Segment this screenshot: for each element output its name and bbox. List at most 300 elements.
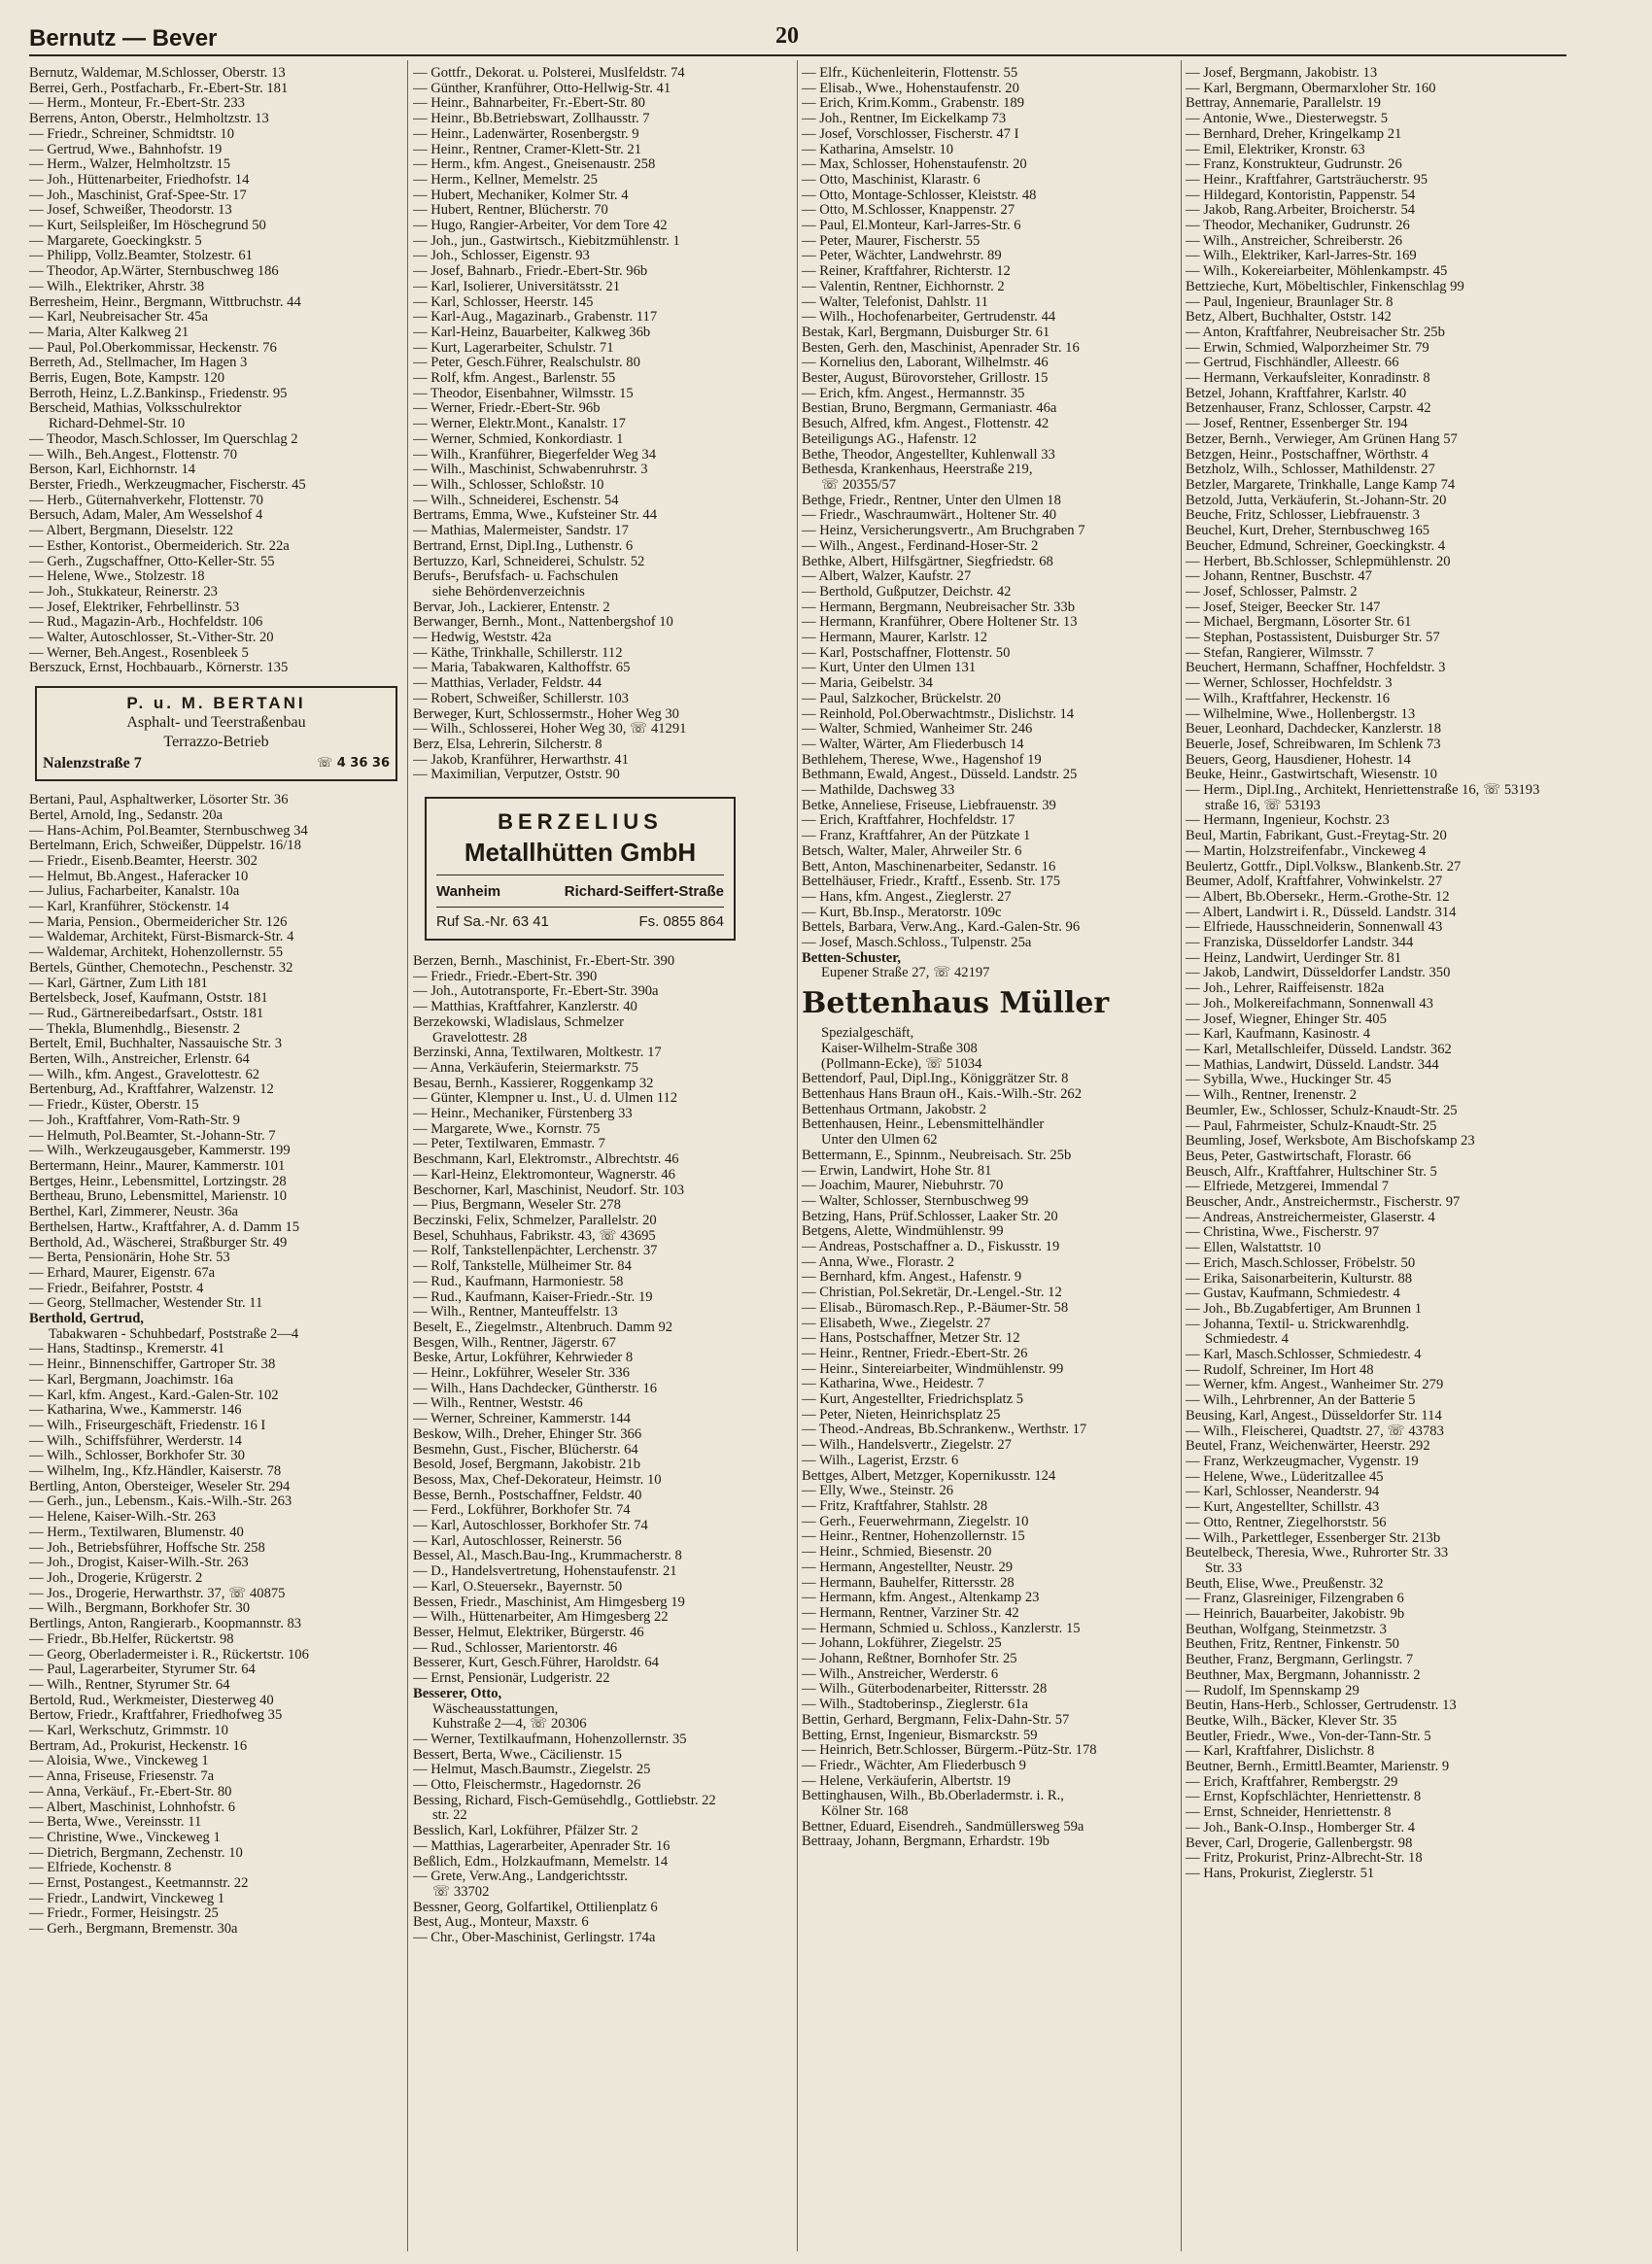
- directory-entry: Berroth, Heinz, L.Z.Bankinsp., Friedenstr. 95: [29, 385, 288, 401]
- directory-entry: — Erich, Kraftfahrer, Rembergstr. 29: [1186, 1773, 1398, 1790]
- directory-entry: Bettermann, E., Spinnm., Neubreisach. Str. 25b: [802, 1147, 1072, 1163]
- directory-entry: — Elfr., Küchenleiterin, Flottenstr. 55: [802, 66, 1018, 81]
- directory-entry: Beuchel, Kurt, Dreher, Sternbuschweg 165: [1186, 523, 1430, 539]
- directory-entry: Beucher, Edmund, Schreiner, Goeckingkstr. 4: [1186, 537, 1446, 554]
- entry-continuation: ☏ 20355/57: [821, 476, 897, 493]
- directory-entry: Bettenhausen, Heinr., Lebensmittelhändler: [802, 1116, 1045, 1133]
- directory-entry: — Theod.-Andreas, Bb.Schrankenw., Werthstr. 17: [802, 1422, 1087, 1438]
- directory-entry: — Gerh., Zugschaffner, Otto-Keller-Str. 55: [29, 553, 275, 569]
- directory-entry: — Berta, Pensionärin, Hohe Str. 53: [29, 1250, 230, 1266]
- directory-entry: — Johann, Reßtner, Bornhofer Str. 25: [802, 1651, 1017, 1667]
- directory-entry: Beuerle, Josef, Schreibwaren, Im Schlenk 73: [1186, 736, 1441, 752]
- directory-column-2: [413, 66, 794, 1946]
- directory-entry: Berthold, Ad., Wäscherei, Straßburger Str. 49: [29, 1234, 288, 1251]
- directory-entry: — Andreas, Anstreichermeister, Glaserstr. 4: [1186, 1209, 1435, 1225]
- directory-entry: — Ferd., Lokführer, Borkhofer Str. 74: [413, 1502, 631, 1519]
- ad-company-name: Metallhütten GmbH: [436, 836, 724, 875]
- directory-entry: — Helmut, Masch.Baumstr., Ziegelstr. 25: [413, 1762, 651, 1778]
- directory-entry: — Josef, Masch.Schloss., Tulpenstr. 25a: [802, 935, 1032, 951]
- directory-entry: — Wilh., Stadtoberinsp., Zieglerstr. 61a: [802, 1697, 1029, 1713]
- directory-entry: — Ernst, Kopfschlächter, Henriettenstr. 8: [1186, 1789, 1422, 1805]
- directory-entry: — Wilh., Angest., Ferdinand-Hoser-Str. 2: [802, 537, 1039, 554]
- directory-entry: Bettenhaus Hans Braun oH., Kais.-Wilh.-Str. 262: [802, 1086, 1083, 1102]
- directory-entry: — Hermann, Angestellter, Neustr. 29: [802, 1559, 1014, 1575]
- directory-entry: — Helene, Kaiser-Wilh.-Str. 263: [29, 1509, 217, 1526]
- directory-entry: — Joh., Bank-O.Insp., Homberger Str. 4: [1186, 1819, 1416, 1835]
- directory-entry: — Karl, Autoschlosser, Borkhofer Str. 74: [413, 1518, 648, 1534]
- ad-telex: Fs. 0855 864: [638, 913, 724, 931]
- directory-entry: — Robert, Schweißer, Schillerstr. 103: [413, 690, 629, 706]
- advertisement-berzelius: [425, 797, 736, 941]
- directory-entry: — Waldemar, Architekt, Fürst-Bismarck-Str. 4: [29, 929, 294, 945]
- directory-entry: — Erich, Kraftfahrer, Hochfeldstr. 17: [802, 812, 1015, 829]
- directory-entry: — Anna, Wwe., Florastr. 2: [802, 1253, 955, 1270]
- directory-entry: Betzer, Bernh., Verwieger, Am Grünen Hang 57: [1186, 430, 1458, 447]
- directory-column-3: [802, 66, 1183, 1850]
- directory-entry: — Kurt, Lagerarbeiter, Schulstr. 71: [413, 339, 614, 356]
- directory-entry: — Josef, Wiegner, Ehinger Str. 405: [1186, 1011, 1387, 1027]
- directory-entry: — Helene, Wwe., Lüderitzallee 45: [1186, 1468, 1384, 1485]
- page-number: 20: [775, 23, 799, 49]
- directory-entry: — Hans, kfm. Angest., Zieglerstr. 27: [802, 888, 1012, 905]
- directory-entry: — Hermann, Verkaufsleiter, Konradinstr. 8: [1186, 370, 1430, 387]
- directory-entry: — Wilh., Elektriker, Ahrstr. 38: [29, 278, 205, 294]
- ad-contact-row: [43, 754, 390, 773]
- directory-entry: — Wilh., Maschinist, Schwabenruhrstr. 3: [413, 462, 648, 478]
- directory-entry: — Rud., Kaufmann, Kaiser-Friedr.-Str. 19: [413, 1288, 653, 1305]
- ad-phone: Ruf Sa.-Nr. 63 41: [436, 913, 549, 931]
- directory-entry: — Karl, Metallschleifer, Düsseld. Landstr. 362: [1186, 1042, 1452, 1057]
- directory-entry: — Joh., Kraftfahrer, Vom-Rath-Str. 9: [29, 1112, 240, 1128]
- directory-entry: — Joachim, Maurer, Niebuhrstr. 70: [802, 1178, 1004, 1194]
- ad-title: BERZELIUS: [498, 809, 663, 835]
- directory-entry: — Friedr., Friedr.-Ebert-Str. 390: [413, 968, 598, 984]
- directory-entry: Beßlich, Edm., Holzkaufmann, Memelstr. 14: [413, 1853, 669, 1870]
- ad-address-row: [436, 881, 724, 903]
- directory-entry: Besse, Bernh., Postschaffner, Feldstr. 40: [413, 1487, 642, 1503]
- directory-entry: Bertling, Anton, Obersteiger, Weseler Str. 294: [29, 1478, 291, 1494]
- directory-entry: — Josef, Elektriker, Fehrbellinstr. 53: [29, 599, 240, 615]
- directory-entry: — Günter, Klempner u. Inst., U. d. Ulmen 112: [413, 1090, 678, 1107]
- directory-entry: — Johanna, Textil- u. Strickwarenhdlg.: [1186, 1316, 1410, 1332]
- directory-entry: — Paul, Ingenieur, Braunlager Str. 8: [1186, 293, 1394, 310]
- directory-entry: — Berta, Wwe., Vereinsstr. 11: [29, 1814, 202, 1831]
- directory-entry: Beulertz, Gottfr., Dipl.Volksw., Blankenb.Str. 27: [1186, 858, 1462, 875]
- directory-entry: — Sybilla, Wwe., Huckinger Str. 45: [1186, 1072, 1392, 1088]
- directory-entry: — Kurt, Seilspleißer, Im Höschegrund 50: [29, 218, 266, 234]
- directory-entry: — Rolf, kfm. Angest., Barlenstr. 55: [413, 370, 616, 387]
- directory-entry: Bertheau, Bruno, Lebensmittel, Marienstr. 10: [29, 1188, 288, 1205]
- directory-entry: — Helmuth, Pol.Beamter, St.-Johann-Str. 7: [29, 1127, 276, 1144]
- directory-entry: Beuth, Elise, Wwe., Preußenstr. 32: [1186, 1575, 1384, 1592]
- directory-entry: — Otto, Fleischermstr., Hagedornstr. 26: [413, 1777, 641, 1794]
- directory-entry: — Theodor, Masch.Schlosser, Im Querschlag 2: [29, 430, 298, 447]
- entry-continuation: Str. 33: [1205, 1560, 1243, 1576]
- directory-entry: Betzgen, Heinr., Postschaffner, Wörthstr. 4: [1186, 446, 1428, 463]
- directory-entry: Betzold, Jutta, Verkäuferin, St.-Johann-Str. 20: [1186, 492, 1447, 508]
- directory-entry: Berresheim, Heinr., Bergmann, Wittbruchstr. 44: [29, 293, 301, 310]
- directory-entry: — Hermann, kfm. Angest., Altenkamp 23: [802, 1590, 1040, 1606]
- directory-entry: — Theodor, Mechaniker, Gudrunstr. 26: [1186, 218, 1410, 234]
- directory-entry: — Hermann, Maurer, Karlstr. 12: [802, 630, 988, 646]
- directory-entry: — Josef, Schlosser, Palmstr. 2: [1186, 583, 1358, 600]
- directory-entry: — Friedr., Schreiner, Schmidtstr. 10: [29, 125, 235, 142]
- directory-entry: — Karl, Kranführer, Stöckenstr. 14: [29, 899, 229, 915]
- entry-continuation: siehe Behördenverzeichnis: [432, 583, 585, 600]
- directory-entry: — Hugo, Rangier-Arbeiter, Vor dem Tore 42: [413, 218, 668, 234]
- directory-entry: — Dietrich, Bergmann, Zechenstr. 10: [29, 1844, 243, 1861]
- directory-entry: Bettenhaus Ortmann, Jakobstr. 2: [802, 1101, 987, 1117]
- ad-city: Wanheim: [436, 883, 501, 901]
- directory-entry: Bertelmann, Erich, Schweißer, Düppelstr. 16/18: [29, 838, 301, 854]
- directory-entry: — Friedr., Beifahrer, Poststr. 4: [29, 1280, 204, 1296]
- directory-entry: Besser, Helmut, Elektriker, Bürgerstr. 46: [413, 1624, 644, 1640]
- directory-entry: — Erich, Masch.Schlosser, Fröbelstr. 50: [1186, 1254, 1416, 1271]
- directory-entry: — Albert, Maschinist, Lohnhofstr. 6: [29, 1799, 236, 1815]
- directory-entry: — Jakob, Landwirt, Düsseldorfer Landstr. 350: [1186, 965, 1451, 981]
- directory-entry: — Heinr., Bahnarbeiter, Fr.-Ebert-Str. 80: [413, 95, 645, 112]
- directory-entry: — Gertrud, Wwe., Bahnhofstr. 19: [29, 141, 223, 157]
- directory-entry: — Rud., Kaufmann, Harmoniestr. 58: [413, 1273, 624, 1289]
- directory-entry: — Julius, Facharbeiter, Kanalstr. 10a: [29, 883, 240, 900]
- directory-entry: — Friedr., Bb.Helfer, Rückertstr. 98: [29, 1630, 234, 1647]
- directory-entry: Bertenburg, Ad., Kraftfahrer, Walzenstr. 12: [29, 1081, 274, 1098]
- directory-entry: Bessel, Al., Masch.Bau-Ing., Krummacherstr. 8: [413, 1548, 682, 1564]
- directory-entry: — Anna, Verkäuferin, Steiermarkstr. 75: [413, 1059, 638, 1076]
- directory-entry: — Joh., Maschinist, Graf-Spee-Str. 17: [29, 187, 247, 203]
- directory-entry: — Fritz, Prokurist, Prinz-Albrecht-Str. 18: [1186, 1850, 1423, 1867]
- directory-entry: Bessner, Georg, Golfartikel, Ottilienplatz 6: [413, 1899, 658, 1915]
- directory-entry: — Joh., Stukkateur, Reinerstr. 23: [29, 583, 218, 600]
- ad-phone: ☏ 4 36 36: [316, 756, 390, 772]
- directory-entry: — Matthias, Lagerarbeiter, Apenrader Str. 16: [413, 1837, 671, 1854]
- directory-entry: — Elly, Wwe., Steinstr. 26: [802, 1483, 954, 1499]
- directory-entry: — Walter, Telefonist, Dahlstr. 11: [802, 293, 988, 310]
- directory-entry: — Hans, Prokurist, Zieglerstr. 51: [1186, 1865, 1375, 1881]
- directory-entry: — Friedr., Wächter, Am Fliederbusch 9: [802, 1757, 1026, 1773]
- directory-entry: Bettelhäuser, Friedr., Kraftf., Essenb. Str. 175: [802, 874, 1061, 890]
- directory-entry: Beusch, Alfr., Kraftfahrer, Hultschiner Str. 5: [1186, 1163, 1437, 1180]
- directory-entry: Bertelsbeck, Josef, Kaufmann, Oststr. 181: [29, 990, 268, 1007]
- directory-column-4: [1186, 66, 1566, 1882]
- directory-entry: — Max, Schlosser, Hohenstaufenstr. 20: [802, 156, 1027, 173]
- directory-entry: — Maria, Pension., Obermeidericher Str. 126: [29, 913, 288, 930]
- directory-entry: Bester, August, Bürovorsteher, Grillostr. 15: [802, 370, 1049, 387]
- directory-entry: — Joh., Betriebsführer, Hoffsche Str. 258: [29, 1539, 265, 1556]
- directory-entry: — Otto, Maschinist, Klarastr. 6: [802, 171, 981, 188]
- directory-entry: Bettray, Annemarie, Parallelstr. 19: [1186, 95, 1381, 112]
- directory-entry: — Rud., Gärtnereibedarfsart., Oststr. 181: [29, 1005, 264, 1021]
- directory-entry: Best, Aug., Monteur, Maxstr. 6: [413, 1914, 589, 1931]
- directory-entry: — Herb., Güternahverkehr, Flottenstr. 70: [29, 492, 263, 508]
- directory-entry: — Friedr., Landwirt, Vinckeweg 1: [29, 1890, 225, 1906]
- directory-entry: Betke, Anneliese, Friseuse, Liebfrauenstr. 39: [802, 797, 1056, 813]
- directory-entry: Berris, Eugen, Bote, Kampstr. 120: [29, 370, 225, 387]
- directory-entry: — Albert, Bb.Obersekr., Herm.-Grothe-Str. 12: [1186, 888, 1450, 905]
- directory-entry: Bettinghausen, Wilh., Bb.Oberladermstr. i. R.,: [802, 1788, 1064, 1804]
- directory-entry: Bettels, Barbara, Verw.Ang., Kard.-Galen-Str. 96: [802, 919, 1081, 936]
- directory-entry: — Paul, Salzkocher, Brückelstr. 20: [802, 690, 1001, 706]
- directory-entry: — Karl, Neubreisacher Str. 45a: [29, 309, 208, 326]
- directory-entry: — Heinr., Mechaniker, Fürstenberg 33: [413, 1106, 633, 1122]
- directory-entry: — Paul, Pol.Oberkommissar, Heckenstr. 76: [29, 339, 277, 356]
- directory-entry: — Mathias, Malermeister, Sandstr. 17: [413, 523, 629, 539]
- directory-entry: Berszuck, Ernst, Hochbauarb., Körnerstr. 135: [29, 660, 289, 676]
- directory-entry: — Gertrud, Fischhändler, Alleestr. 66: [1186, 355, 1399, 371]
- directory-entry: — Hans, Postschaffner, Metzer Str. 12: [802, 1330, 1020, 1347]
- directory-entry: Bertrand, Ernst, Dipl.Ing., Luthenstr. 6: [413, 537, 634, 554]
- entry-continuation: Tabakwaren - Schuhbedarf, Poststraße 2—4: [49, 1325, 299, 1342]
- directory-entry: — Christine, Wwe., Vinckeweg 1: [29, 1829, 221, 1845]
- directory-entry: — Wilh., Elektriker, Karl-Jarres-Str. 169: [1186, 248, 1417, 264]
- directory-entry: — Otto, Montage-Schlosser, Kleiststr. 48: [802, 187, 1037, 203]
- directory-entry: — Joh., Bb.Zugabfertiger, Am Brunnen 1: [1186, 1300, 1423, 1317]
- directory-entry: Bertels, Günther, Chemotechn., Peschenstr. 32: [29, 959, 293, 976]
- directory-entry: Beutin, Hans-Herb., Schlosser, Gertrudenstr. 13: [1186, 1698, 1457, 1714]
- entry-continuation: Spezialgeschäft,: [821, 1025, 914, 1042]
- directory-entry: Besoss, Max, Chef-Dekorateur, Heimstr. 10: [413, 1471, 662, 1488]
- directory-entry: — Josef, Schweißer, Theodorstr. 13: [29, 202, 232, 219]
- directory-entry: — Wilh., Beh.Angest., Flottenstr. 70: [29, 446, 237, 463]
- directory-entry: — Helene, Verkäuferin, Albertstr. 19: [802, 1772, 1011, 1789]
- entry-continuation: Kölner Str. 168: [821, 1803, 909, 1820]
- directory-entry: — Georg, Stellmacher, Westender Str. 11: [29, 1295, 263, 1312]
- directory-entry: — Franz, Konstrukteur, Gudrunstr. 26: [1186, 156, 1402, 173]
- directory-entry: — Stephan, Postassistent, Duisburger Str. 57: [1186, 630, 1440, 646]
- directory-entry: — Gerh., Bergmann, Bremenstr. 30a: [29, 1921, 238, 1938]
- directory-entry: Beumler, Ew., Schlosser, Schulz-Knaudt-Str. 25: [1186, 1102, 1458, 1118]
- directory-entry: — Wilh., Anstreicher, Schreiberstr. 26: [1186, 232, 1403, 249]
- entry-continuation: str. 22: [432, 1807, 467, 1824]
- directory-entry: Bertges, Heinr., Lebensmittel, Lortzingstr. 28: [29, 1173, 287, 1189]
- directory-entry: Betzler, Margarete, Trinkhalle, Lange Kamp 74: [1186, 476, 1456, 493]
- directory-entry: — Joh., Drogerie, Krügerstr. 2: [29, 1569, 203, 1586]
- directory-entry: — Wilh., Werkzeugausgeber, Kammerstr. 199: [29, 1143, 291, 1159]
- directory-entry: — Herm., Textilwaren, Blumenstr. 40: [29, 1524, 244, 1540]
- directory-entry: — Georg, Oberladermeister i. R., Rückertstr. 106: [29, 1646, 309, 1663]
- directory-entry: — Joh., Autotransporte, Fr.-Ebert-Str. 390a: [413, 983, 659, 1000]
- directory-entry: — Albert, Landwirt i. R., Düsseld. Landstr. 314: [1186, 904, 1457, 920]
- directory-entry: — Ellen, Walstattstr. 10: [1186, 1240, 1322, 1256]
- directory-entry: — Valentin, Rentner, Eichhornstr. 2: [802, 278, 1005, 294]
- display-advertisement-name: Bettenhaus Müller: [802, 986, 1110, 1021]
- advertisement-bertani: [35, 686, 397, 781]
- directory-entry: — Matthias, Kraftfahrer, Kanzlerstr. 40: [413, 999, 637, 1015]
- directory-entry: Bettner, Eduard, Eisendreh., Sandmüllersweg 59a: [802, 1818, 1084, 1835]
- directory-entry: — Joh., Schlosser, Eigenstr. 93: [413, 248, 590, 264]
- directory-entry: — Christina, Wwe., Fischerstr. 97: [1186, 1224, 1380, 1241]
- directory-entry: — Rud., Magazin-Arb., Hochfeldstr. 106: [29, 614, 263, 631]
- directory-entry: — Joh., Rentner, Im Eickelkamp 73: [802, 111, 1007, 127]
- directory-entry: — Philipp, Vollz.Beamter, Stolzestr. 61: [29, 248, 253, 264]
- directory-entry: — Herm., Walzer, Helmholtzstr. 15: [29, 156, 231, 173]
- directory-entry: Beuer, Leonhard, Dachdecker, Kanzlerstr. 18: [1186, 721, 1442, 738]
- directory-entry: Besten, Gerh. den, Maschinist, Apenrader Str. 16: [802, 339, 1080, 356]
- directory-entry: — Ernst, Postangest., Keetmannstr. 22: [29, 1875, 249, 1892]
- directory-entry: — Heinr., Sintereiarbeiter, Windmühlenstr. 99: [802, 1360, 1064, 1377]
- directory-entry: Beutner, Bernh., Ermittl.Beamter, Marienstr. 9: [1186, 1759, 1450, 1775]
- directory-entry: Bertani, Paul, Asphaltwerker, Lösorter Str. 36: [29, 792, 289, 808]
- directory-entry: — Wilh., Handelsvertr., Ziegelstr. 27: [802, 1437, 1012, 1454]
- entry-continuation: (Pollmann-Ecke), ☏ 51034: [821, 1055, 982, 1072]
- directory-entry: — Werner, Elektr.Mont., Kanalstr. 17: [413, 416, 626, 432]
- directory-entry: — Herm., Monteur, Fr.-Ebert-Str. 233: [29, 95, 245, 112]
- directory-entry: — Anton, Kraftfahrer, Neubreisacher Str. 25b: [1186, 324, 1445, 340]
- directory-entry: Besmehn, Gust., Fischer, Blücherstr. 64: [413, 1441, 638, 1458]
- directory-entry: — Heinz, Landwirt, Uerdinger Str. 81: [1186, 949, 1402, 966]
- directory-entry: — Karl, Bergmann, Obermarxloher Str. 160: [1186, 80, 1436, 96]
- column-divider: [797, 60, 798, 2251]
- directory-entry: — Karl, Kraftfahrer, Dislichstr. 8: [1186, 1743, 1375, 1760]
- directory-entry: Betzel, Johann, Kraftfahrer, Karlstr. 40: [1186, 385, 1407, 401]
- directory-entry: — Werner, Friedr.-Ebert-Str. 96b: [413, 400, 601, 417]
- entry-continuation: Kaiser-Wilhelm-Straße 308: [821, 1040, 978, 1056]
- directory-entry: — Karl, Isolierer, Universitätsstr. 21: [413, 278, 621, 294]
- directory-entry: — Elisab., Wwe., Hohenstaufenstr. 20: [802, 80, 1019, 96]
- directory-entry: — Heinr., Ladenwärter, Rosenbergstr. 9: [413, 125, 639, 142]
- directory-entry: — Kornelius den, Laborant, Wilhelmstr. 46: [802, 355, 1049, 371]
- directory-entry: — Katharina, Wwe., Kammerstr. 146: [29, 1402, 242, 1419]
- directory-entry: — Reiner, Kraftfahrer, Richterstr. 12: [802, 263, 1011, 280]
- directory-entry: — Heinr., Schmied, Biesenstr. 20: [802, 1544, 992, 1561]
- directory-entry: — Erich, kfm. Angest., Hermannstr. 35: [802, 385, 1025, 401]
- directory-entry: Berrei, Gerh., Postfacharb., Fr.-Ebert-Str. 181: [29, 80, 289, 96]
- directory-entry: Berz, Elsa, Lehrerin, Silcherstr. 8: [413, 736, 602, 752]
- directory-entry: Bessen, Friedr., Maschinist, Am Himgesberg 19: [413, 1594, 685, 1610]
- directory-entry: — Friedr., Eisenb.Beamter, Heerstr. 302: [29, 852, 258, 869]
- directory-entry: — Hermann, Schmied u. Schloss., Kanzlerstr. 15: [802, 1620, 1081, 1636]
- directory-entry: — Matthias, Verlader, Feldstr. 44: [413, 675, 602, 692]
- directory-entry: — Theodor, Eisenbahner, Wilmsstr. 15: [413, 385, 634, 401]
- directory-entry: — Chr., Ober-Maschinist, Gerlingstr. 174a: [413, 1930, 656, 1946]
- directory-entry: Berzekowski, Wladislaus, Schmelzer: [413, 1013, 624, 1030]
- directory-entry: Besserer, Kurt, Gesch.Führer, Haroldstr. 64: [413, 1655, 659, 1671]
- directory-entry: — Hubert, Rentner, Blücherstr. 70: [413, 202, 608, 219]
- directory-entry: — Josef, Rentner, Essenberger Str. 194: [1186, 416, 1408, 432]
- directory-entry: — Hubert, Mechaniker, Kolmer Str. 4: [413, 187, 629, 203]
- directory-entry: Bethge, Friedr., Rentner, Unter den Ulmen 18: [802, 492, 1061, 508]
- ad-line: Terrazzo-Betrieb: [163, 734, 269, 751]
- directory-entry: Bethesda, Krankenhaus, Heerstraße 219,: [802, 462, 1033, 478]
- directory-entry: — Heinr., Rentner, Hohenzollernstr. 15: [802, 1528, 1025, 1545]
- directory-entry: — Elisab., Büromasch.Rep., P.-Bäumer-Str. 58: [802, 1299, 1069, 1316]
- entry-continuation: Eupener Straße 27, ☏ 42197: [821, 965, 990, 981]
- directory-entry: Beskow, Wilh., Dreher, Ehinger Str. 366: [413, 1425, 642, 1442]
- directory-entry: Beuther, Franz, Bergmann, Gerlingstr. 7: [1186, 1652, 1414, 1668]
- directory-entry: — Heinr., Rentner, Cramer-Klett-Str. 21: [413, 141, 642, 157]
- directory-entry: — Karl, Gärtner, Zum Lith 181: [29, 975, 208, 991]
- directory-entry: — Walter, Schmied, Wanheimer Str. 246: [802, 721, 1033, 738]
- directory-entry: — Wilh., Rentner, Manteuffelstr. 13: [413, 1304, 618, 1321]
- directory-entry: Beutler, Friedr., Wwe., Von-der-Tann-Str. 5: [1186, 1728, 1431, 1744]
- ad-line: Asphalt- und Teerstraßenbau: [126, 714, 306, 732]
- directory-entry: — Herm., Kellner, Memelstr. 25: [413, 171, 598, 188]
- directory-entry: Bethe, Theodor, Angestellter, Kuhlenwall 33: [802, 446, 1055, 463]
- directory-entry: — Paul, Fahrmeister, Schulz-Knaudt-Str. 25: [1186, 1117, 1437, 1134]
- directory-entry: — Maria, Alter Kalkweg 21: [29, 324, 189, 340]
- directory-entry: Betzenhauser, Franz, Schlosser, Carpstr. 42: [1186, 400, 1431, 417]
- directory-entry: — Johann, Lokführer, Ziegelstr. 25: [802, 1635, 1002, 1652]
- directory-entry: Bestian, Bruno, Bergmann, Germaniastr. 46a: [802, 400, 1057, 417]
- directory-entry: — Heinrich, Bauarbeiter, Jakobistr. 9b: [1186, 1606, 1405, 1623]
- directory-entry: Bertrams, Emma, Wwe., Kufsteiner Str. 44: [413, 507, 658, 524]
- directory-entry: — Albert, Bergmann, Dieselstr. 122: [29, 523, 234, 539]
- directory-entry: — Karl, Autoschlosser, Reinerstr. 56: [413, 1532, 622, 1549]
- directory-entry: — Maximilian, Verputzer, Oststr. 90: [413, 767, 620, 783]
- entry-continuation: Unter den Ulmen 62: [821, 1132, 938, 1149]
- directory-entry: Berrens, Anton, Oberstr., Helmholtzstr. 13: [29, 111, 269, 127]
- directory-entry: Beuthan, Wolfgang, Steinmetzstr. 3: [1186, 1621, 1387, 1637]
- directory-entry: — Josef, Vorschlosser, Fischerstr. 47 I: [802, 125, 1019, 142]
- directory-entry: — Jos., Drogerie, Herwarthstr. 37, ☏ 40875: [29, 1585, 286, 1601]
- directory-entry: — Karl, O.Steuersekr., Bayernstr. 50: [413, 1578, 623, 1595]
- directory-entry: — Bernhard, Dreher, Kringelkamp 21: [1186, 125, 1402, 142]
- directory-entry: Beul, Martin, Fabrikant, Gust.-Freytag-Str. 20: [1186, 828, 1447, 844]
- directory-entry: — Michael, Bergmann, Lösorter Str. 61: [1186, 614, 1412, 631]
- directory-entry: — Werner, kfm. Angest., Wanheimer Str. 279: [1186, 1377, 1444, 1393]
- entry-continuation: straße 16, ☏ 53193: [1205, 797, 1321, 813]
- directory-entry: — Stefan, Rangierer, Wilmsstr. 7: [1186, 644, 1374, 661]
- directory-entry: — Emil, Elektriker, Kronstr. 63: [1186, 141, 1365, 157]
- directory-entry: — Wilh., Anstreicher, Werderstr. 6: [802, 1665, 999, 1682]
- directory-entry: — Hermann, Kranführer, Obere Holtener Str. 13: [802, 614, 1078, 631]
- directory-entry: Berscheid, Mathias, Volksschulrektor: [29, 400, 242, 417]
- directory-entry: — Erhard, Maurer, Eigenstr. 67a: [29, 1264, 216, 1281]
- directory-entry: — Joh., Drogist, Kaiser-Wilh.-Str. 263: [29, 1555, 249, 1571]
- directory-entry: — Theodor, Ap.Wärter, Sternbuschweg 186: [29, 263, 279, 280]
- directory-entry: — Heinr., Rentner, Friedr.-Ebert-Str. 26: [802, 1345, 1028, 1361]
- directory-entry: Bethlehem, Therese, Wwe., Hagenshof 19: [802, 751, 1042, 768]
- directory-entry: Berson, Karl, Eichhornstr. 14: [29, 462, 196, 478]
- directory-entry: — Wilhelmine, Wwe., Hollenbergstr. 13: [1186, 705, 1416, 722]
- directory-entry: — Waldemar, Architekt, Hohenzollernstr. 55: [29, 944, 283, 961]
- directory-entry: — Berthold, Gußputzer, Deichstr. 42: [802, 583, 1012, 600]
- directory-entry: — Herbert, Bb.Schlosser, Schlepmühlenstr. 20: [1186, 553, 1451, 569]
- directory-entry: — Gustav, Kaufmann, Schmiedestr. 4: [1186, 1286, 1400, 1302]
- directory-entry: — Anna, Verkäuf., Fr.-Ebert-Str. 80: [29, 1783, 232, 1800]
- directory-entry: — Gerh., jun., Lebensm., Kais.-Wilh.-Str. 263: [29, 1493, 293, 1510]
- directory-entry: — Heinr., Bb.Betriebswart, Zollhausstr. 7: [413, 111, 650, 127]
- directory-entry: — Wilh., kfm. Angest., Gravelottestr. 62: [29, 1066, 260, 1082]
- directory-entry: Besold, Josef, Bergmann, Jakobistr. 21b: [413, 1457, 641, 1473]
- directory-entry: — Hermann, Bauhelfer, Rittersstr. 28: [802, 1574, 1015, 1591]
- directory-entry: — Rud., Schlosser, Marientorstr. 46: [413, 1639, 618, 1656]
- directory-entry: Beske, Artur, Lokführer, Kehrwieder 8: [413, 1350, 634, 1366]
- directory-entry: Besslich, Karl, Lokführer, Pfälzer Str. 2: [413, 1823, 638, 1839]
- directory-entry: Berufs-, Berufsfach- u. Fachschulen: [413, 568, 619, 585]
- directory-entry: — Karl, kfm. Angest., Kard.-Galen-Str. 102: [29, 1387, 279, 1403]
- entry-continuation: Gravelottestr. 28: [432, 1029, 528, 1046]
- directory-entry: Bethke, Albert, Hilfsgärtner, Siegfriedstr. 68: [802, 553, 1053, 569]
- directory-entry: Beutel, Franz, Weichenwärter, Heerstr. 292: [1186, 1438, 1430, 1455]
- entry-continuation: ☏ 33702: [432, 1883, 490, 1900]
- directory-entry: — Wilh., Friseurgeschäft, Friedenstr. 16 I: [29, 1417, 266, 1433]
- directory-entry: — Wilh., Rentner, Irenenstr. 2: [1186, 1087, 1358, 1104]
- directory-entry: — Fritz, Kraftfahrer, Stahlstr. 28: [802, 1497, 988, 1514]
- directory-entry: — Werner, Beh.Angest., Rosenbleek 5: [29, 644, 249, 661]
- page-header: [0, 19, 1652, 58]
- directory-entry: — Friedr., Küster, Oberstr. 15: [29, 1097, 199, 1114]
- directory-entry: Berthel, Karl, Zimmerer, Neustr. 36a: [29, 1204, 239, 1220]
- directory-entry: Beselt, E., Ziegelmstr., Altenbruch. Damm 92: [413, 1319, 673, 1335]
- directory-entry: Betz, Albert, Buchhalter, Oststr. 142: [1186, 309, 1392, 326]
- directory-entry: — Karl-Aug., Magazinarb., Grabenstr. 117: [413, 309, 658, 326]
- directory-entry: — Wilh., Hüttenarbeiter, Am Himgesberg 22: [413, 1609, 669, 1626]
- directory-entry: — Joh., Molkereifachmann, Sonnenwall 43: [1186, 995, 1433, 1012]
- directory-entry: — Werner, Schreiner, Kammerstr. 144: [413, 1411, 631, 1427]
- directory-entry: — Esther, Kontorist., Obermeiderich. Str. 22a: [29, 537, 290, 554]
- directory-entry: Bettzieche, Kurt, Möbeltischler, Finkenschlag 99: [1186, 278, 1464, 294]
